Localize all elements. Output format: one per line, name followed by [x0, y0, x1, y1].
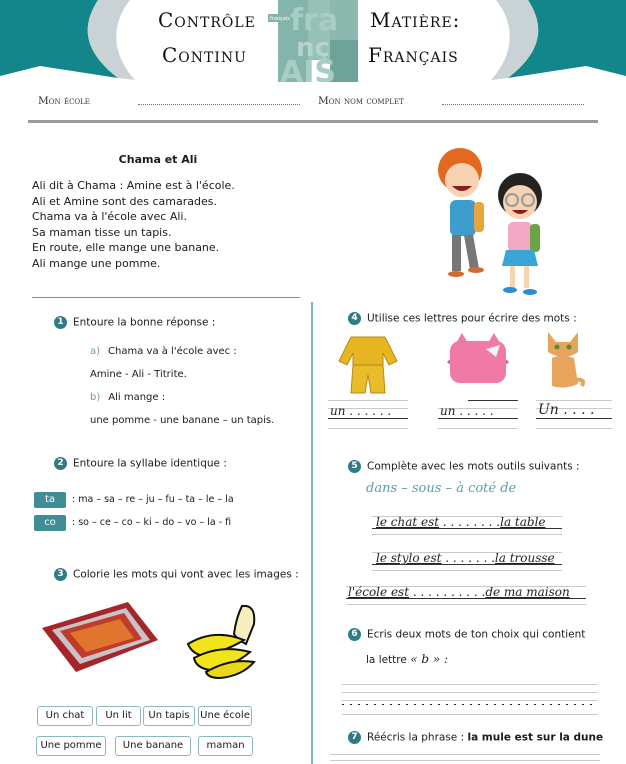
label-b: b): [90, 392, 101, 403]
exercise-1-instruction: [54, 316, 215, 329]
exercise-4-instruction: [348, 312, 577, 325]
story-line: Sa maman tisse un tapis.: [32, 225, 172, 239]
word-box-un-chat[interactable]: Un chat: [37, 706, 93, 726]
story-line: Ali dit à Chama : Amine est à l'école.: [32, 179, 235, 192]
syllable-row-co[interactable]: : so – ce – co – ki – do – vo – la - fi: [72, 517, 232, 528]
exercise-1b-question: [90, 392, 165, 403]
sentence-3-end: de ma maison: [485, 585, 570, 599]
cat-image: [542, 328, 586, 390]
exercise-3-instruction: [54, 568, 299, 581]
pyjama-image: [337, 335, 399, 395]
exercise-7-instruction: [348, 731, 603, 744]
rug-image: [36, 598, 162, 676]
logo-letters-2: nç: [296, 33, 330, 63]
prompt-cat: Un . . . .: [538, 402, 595, 418]
children-illustration: [420, 140, 560, 300]
tool-words: dans – sous – à coté de: [366, 481, 517, 496]
name-field[interactable]: [442, 95, 584, 105]
word-box-maman[interactable]: maman: [198, 736, 253, 756]
logo-small-text: français: [270, 16, 290, 22]
number-6-icon: 6: [348, 628, 361, 641]
sentence-1[interactable]: [376, 515, 546, 529]
number-1-icon: 1: [54, 316, 67, 329]
exercise-6-text: Ecris deux mots de ton choix qui contient: [367, 628, 586, 641]
number-5-icon: 5: [348, 460, 361, 473]
title-controle: Contrôle: [158, 8, 256, 32]
number-7-icon: 7: [348, 731, 361, 744]
story-line: Ali mange une pomme.: [32, 256, 161, 270]
pink-bag-image: [442, 333, 514, 385]
logo-letters-3: AIS: [280, 55, 336, 82]
story-line: En route, elle mange une banane.: [32, 241, 220, 255]
word-box-un-tapis[interactable]: Un tapis: [143, 706, 195, 726]
exercise-7-sentence: la mule est sur la dune: [467, 731, 604, 744]
exercise-4-text: Utilise ces lettres pour écrire des mots :: [367, 312, 577, 325]
sentence-3[interactable]: [348, 585, 570, 599]
story-line: Chama va à l'école avec Ali.: [32, 210, 187, 224]
story-title: Chama et Ali: [118, 153, 198, 166]
syllable-tag-ta: ta: [34, 492, 66, 508]
exercise-1b-choices[interactable]: une pomme - une banane – un tapis.: [90, 415, 275, 426]
prompt-pyjama: un . . . . . .: [330, 404, 392, 418]
header-divider: [28, 120, 598, 123]
school-field[interactable]: [138, 95, 300, 105]
story-divider: [32, 297, 300, 298]
story-line: Ali et Amine sont des camarades.: [32, 194, 217, 208]
exercise-1a-choices[interactable]: Amine - Ali - Titrite.: [90, 369, 187, 380]
syllable-row-ta[interactable]: : ma – sa – re – ju – fu – ta – le – la: [72, 494, 234, 505]
exercise-3-text: Colorie les mots qui vont avec les images :: [73, 568, 299, 581]
title-francais: Français: [368, 43, 459, 67]
sentence-2-blank[interactable]: . . . . . . .: [441, 551, 495, 565]
answer-lines-7[interactable]: [330, 752, 600, 762]
word-box-une-ecole[interactable]: Une école: [198, 706, 252, 726]
word-box-une-banane[interactable]: Une banane: [115, 736, 191, 756]
letter-b: « b » :: [410, 652, 449, 666]
syllable-tag-co: co: [34, 515, 66, 531]
exercise-5-text: Complète avec les mots outils suivants :: [367, 460, 580, 473]
question-a-text: Chama va à l'école avec :: [108, 346, 237, 357]
prompt-bag: un . . . . .: [440, 404, 494, 418]
title-continu: Continu: [162, 43, 247, 67]
exercise-7-text: Réécris la phrase :: [367, 731, 465, 744]
exercise-5-instruction: [348, 460, 580, 473]
exercise-2-instruction: [54, 457, 227, 470]
answer-lines-6[interactable]: [342, 682, 598, 716]
francais-logo: [268, 0, 362, 82]
student-info-row: [38, 95, 598, 109]
number-3-icon: 3: [54, 568, 67, 581]
sentence-2-start: le stylo est: [376, 551, 442, 565]
question-b-text: Ali mange :: [108, 392, 166, 403]
column-divider: [311, 302, 313, 764]
number-2-icon: 2: [54, 457, 67, 470]
banana-image: [184, 600, 262, 680]
label-a: a): [90, 346, 101, 357]
sentence-1-start: le chat est: [376, 515, 440, 529]
word-box-une-pomme[interactable]: Une pomme: [36, 736, 106, 756]
sentence-3-blank[interactable]: . . . . . . . . . .: [409, 585, 486, 599]
name-label: Mon nom complet: [318, 95, 404, 107]
exercise-6-prefix: la lettre: [366, 654, 407, 666]
story-text: [32, 178, 235, 272]
school-label: Mon école: [38, 95, 90, 107]
sentence-1-end: la table: [500, 515, 546, 529]
title-matiere: Matière:: [370, 8, 461, 32]
exercise-1-text: Entoure la bonne réponse :: [73, 316, 216, 329]
logo-letters-1: fra: [290, 3, 339, 38]
sentence-3-start: l'école est: [348, 585, 410, 599]
exercise-2-text: Entoure la syllabe identique :: [73, 457, 227, 470]
exercise-1a-question: [90, 346, 237, 357]
word-box-un-lit[interactable]: Un lit: [96, 706, 141, 726]
sentence-1-blank[interactable]: . . . . . . . .: [439, 515, 501, 529]
number-4-icon: 4: [348, 312, 361, 325]
exercise-6-instruction: [348, 628, 585, 641]
sentence-2-end: la trousse: [494, 551, 555, 565]
sentence-2[interactable]: [376, 551, 555, 565]
exercise-6-instruction-line2: [366, 652, 448, 666]
